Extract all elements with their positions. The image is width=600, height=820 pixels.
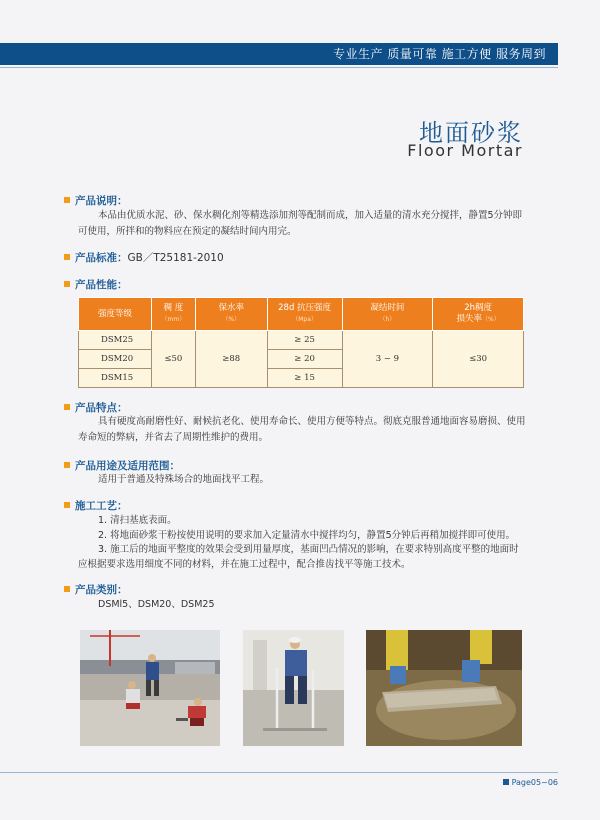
categories-text: DSMl5、DSM20、DSM25 [98, 599, 215, 610]
table-cell: ≥ 15 [267, 369, 342, 388]
section-standard-heading: 产品标准：GB／T25181-2010 [64, 250, 224, 265]
table-cell: 3 ~ 9 [342, 331, 433, 388]
table-header-cell: 28d 抗压强度 （Mpa） [267, 298, 342, 331]
section-process-heading: 施工工艺： [64, 498, 128, 513]
table-cell: ≤50 [151, 331, 195, 388]
bullet-icon [64, 404, 70, 410]
table-header-row [79, 298, 524, 331]
process-steps [78, 514, 526, 572]
usage-text: 适用于普通及特殊场合的地面找平工程。 [98, 474, 270, 485]
bullet-icon [64, 586, 70, 592]
process-step: 2. 将地面砂浆干粉按使用说明的要求加入定量清水中搅拌均匀，静置5分钟后再稍加搅拌即可使用。 [98, 529, 516, 541]
bullet-icon [64, 462, 70, 468]
photo-worker-leveling [243, 630, 344, 746]
photo-construction-site [80, 630, 220, 746]
performance-table [78, 297, 524, 388]
footer-divider [0, 772, 558, 773]
table-cell: DSM15 [79, 369, 152, 388]
table-cell: DSM25 [79, 331, 152, 350]
section-features-heading: 产品特点： [64, 400, 128, 415]
table-header-cell: 保水率 （%） [195, 298, 267, 331]
process-step: 3. 施工后的地面平整度的效果会受到用量厚度，基面凹凸情况的影响，在要求特别高度平整的地面时应根据要求选用细度不同的材料，并在施工过程中，配合推齿找平等施工技术。 [78, 544, 519, 570]
section-performance-heading: 产品性能： [64, 277, 128, 292]
table-header-cell: 2h稠度 损失率（%） [433, 298, 524, 331]
features-text: 具有硬度高耐磨性好、耐候抗老化、使用寿命长、使用方便等特点。彻底克服普通地面容易磨损、使用寿命短的弊病，并省去了周期性维护的费用。 [78, 416, 526, 443]
table-cell: ≥ 25 [267, 331, 342, 350]
bullet-icon [64, 197, 70, 203]
page-subtitle: Floor Mortar [407, 141, 523, 160]
square-icon [503, 779, 509, 785]
table-row [79, 331, 524, 350]
table-cell: ≥88 [195, 331, 267, 388]
table-cell: ≤30 [433, 331, 524, 388]
table-header-cell: 稠 度 （mm） [151, 298, 195, 331]
table-header-cell: 强度等级 [79, 298, 152, 331]
standard-value: GB／T25181-2010 [127, 252, 224, 264]
description-text: 本品由优质水泥、砂、保水稠化剂等精选添加剂等配制而成，加入适量的清水充分搅拌，静置5分钟即可使用，所拌和的物料应在预定的凝结时间内用完。 [78, 210, 523, 237]
section-categories-heading: 产品类别： [64, 582, 128, 597]
bullet-icon [64, 281, 70, 287]
section-usage-heading: 产品用途及适用范围： [64, 458, 180, 473]
process-step: 1. 清扫基底表面。 [98, 515, 177, 526]
header-divider [0, 67, 558, 68]
bullet-icon [64, 502, 70, 508]
page-number: Page05~06 [503, 778, 558, 787]
bullet-icon [64, 254, 70, 260]
section-description-heading: 产品说明： [64, 193, 128, 208]
table-cell: DSM20 [79, 350, 152, 369]
table-header-cell: 凝结时间 （h） [342, 298, 433, 331]
header-band [0, 43, 558, 65]
photo-troweling-closeup [366, 630, 522, 746]
page-title: 地面砂浆 [419, 119, 523, 147]
header-slogan: 专业生产 质量可靠 施工方便 服务周到 [333, 47, 546, 61]
table-cell: ≥ 20 [267, 350, 342, 369]
